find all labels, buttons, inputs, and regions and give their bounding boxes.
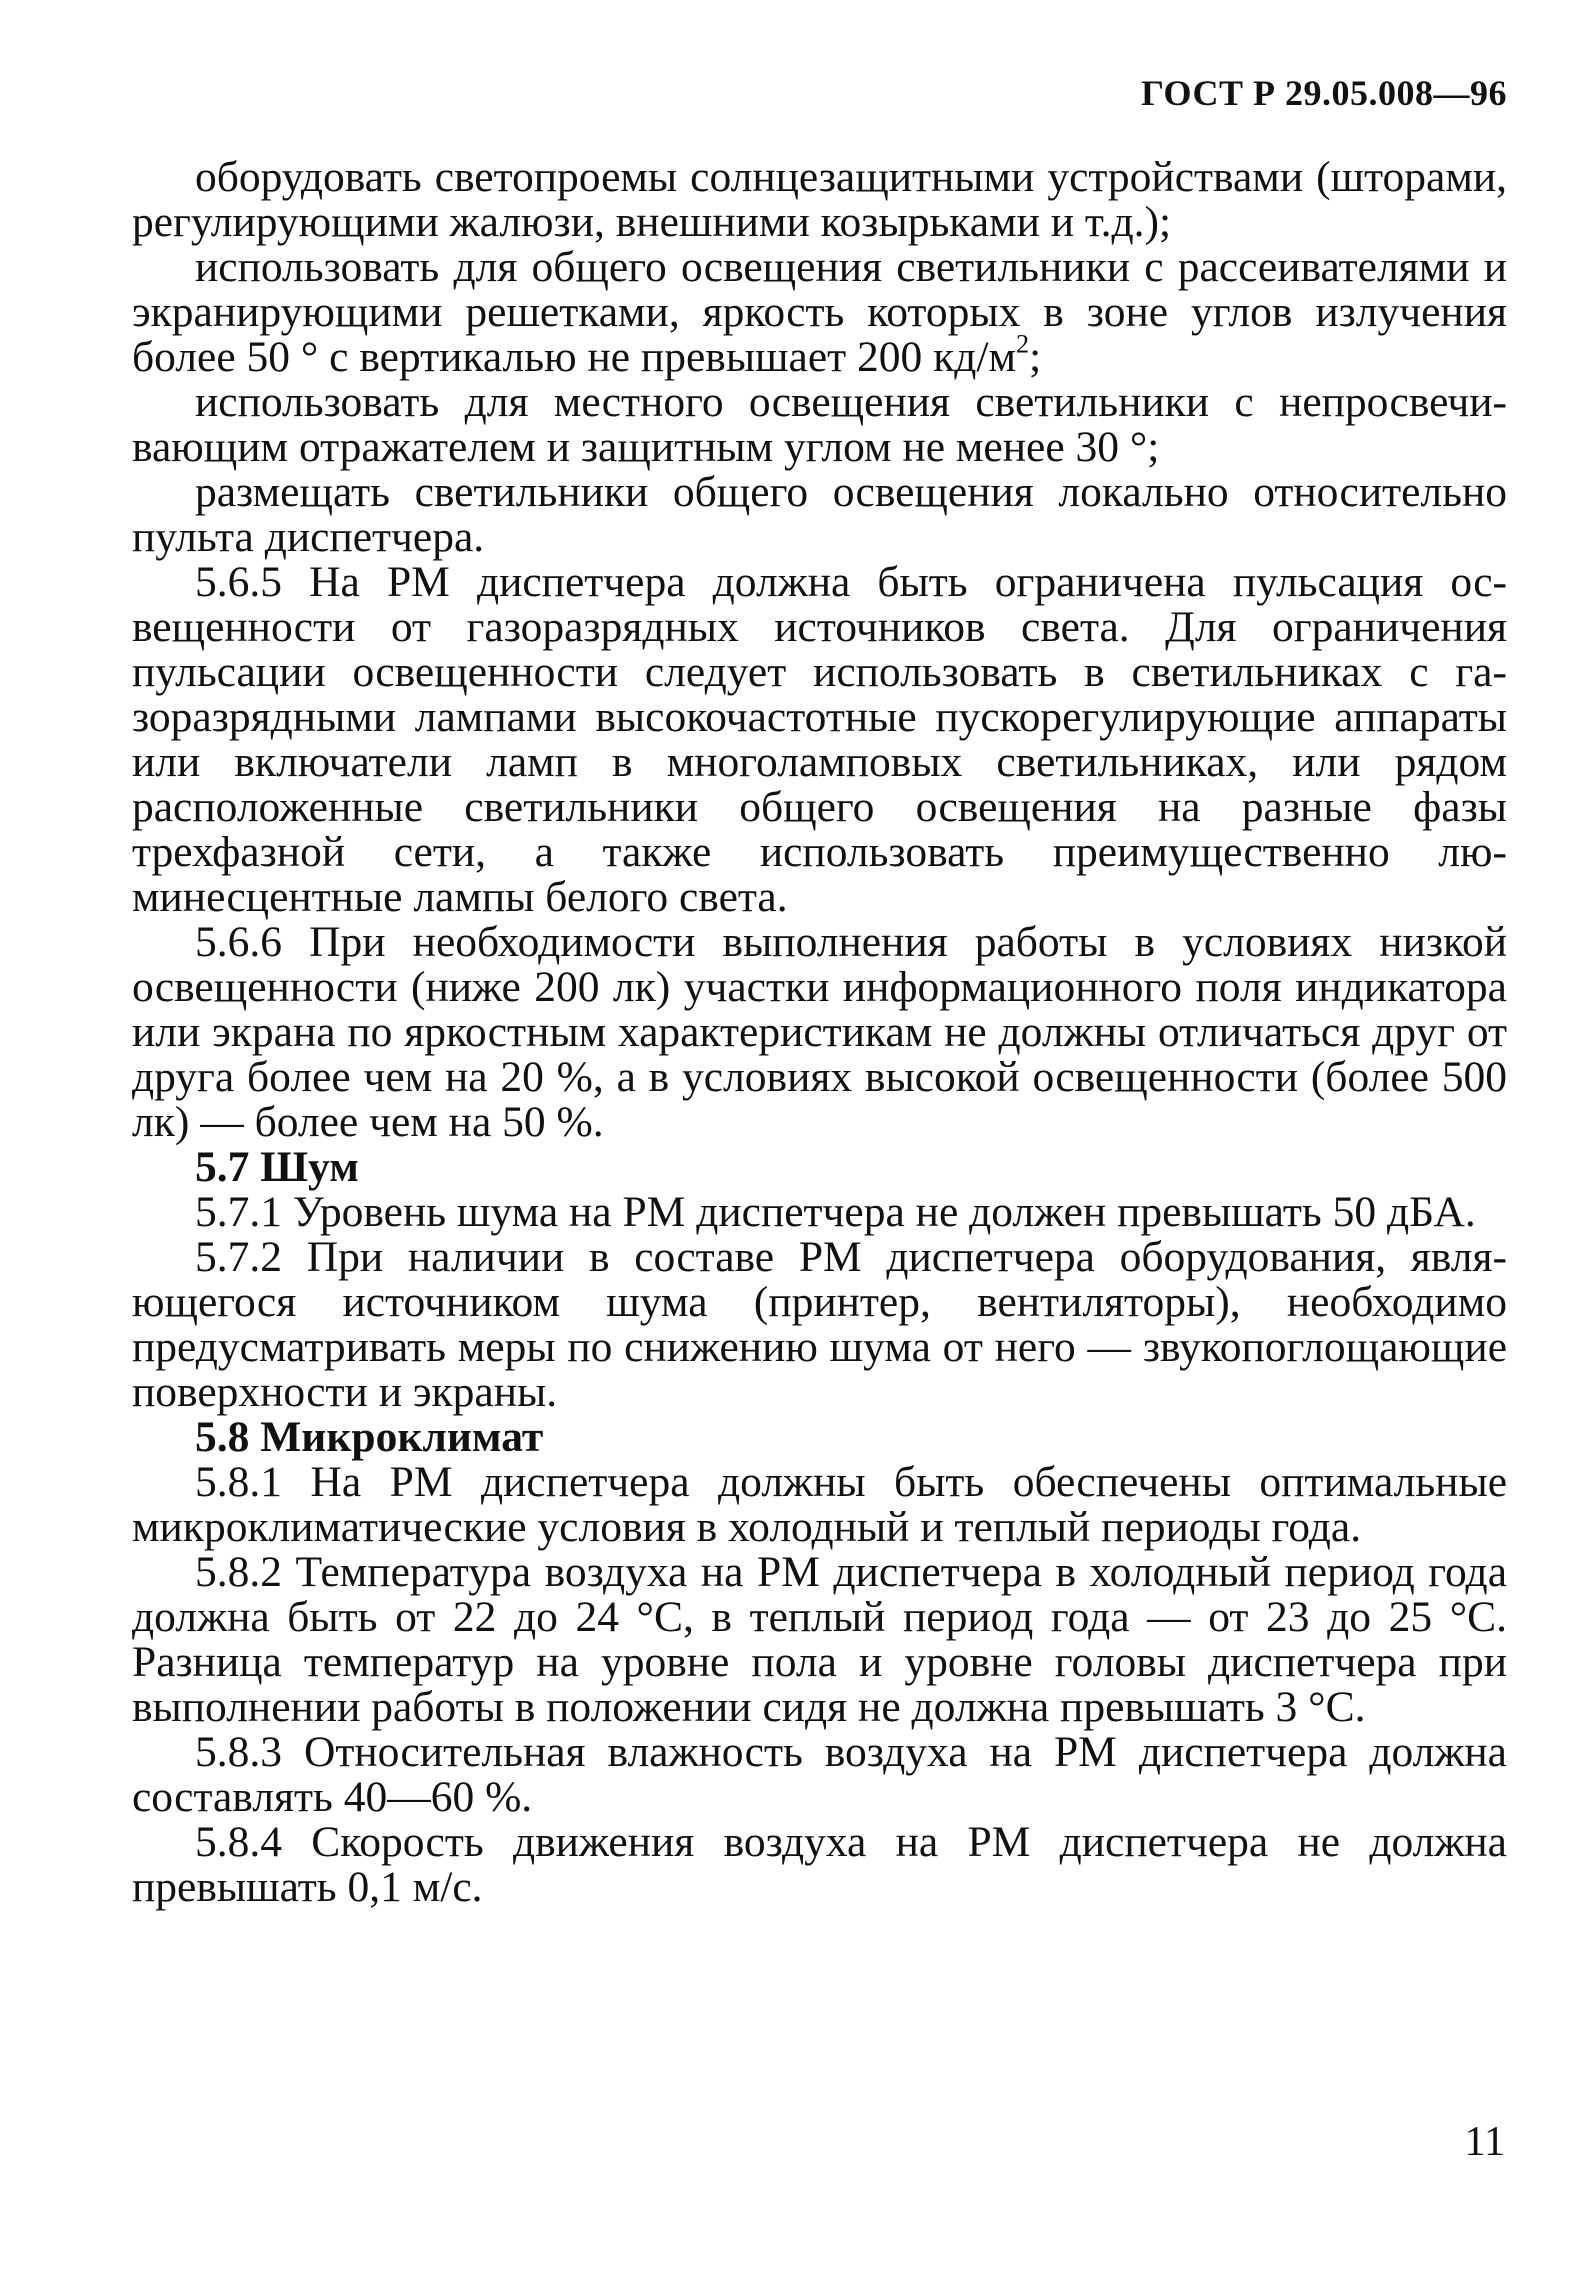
paragraph <box>132 1460 1507 1550</box>
paragraph <box>132 1730 1507 1820</box>
paragraph-text: использовать для общего освещения светильники с рассеивателями и экранирующими решетками, яркость которых в зоне углов излучения более 50 ° с вертикалью не превышает 200 кд/м <box>132 243 1507 381</box>
paragraph-text: 5.7.1 Уровень шума на РМ диспетчера не должен превышать 50 дБА. <box>195 1188 1476 1236</box>
paragraph <box>132 1550 1507 1730</box>
paragraph <box>132 1820 1507 1910</box>
paragraph-text: 5.8.2 Температура воздуха на РМ диспетчера в холодный период года должна быть от 22 до 24 °С, в теплый период года — от 23 до 25 °С. Разница температур на уровне пола и уровне головы диспетчера при выполнении работы в положении сидя не должна превышать 3 °С. <box>132 1548 1507 1731</box>
paragraph-text: 5.7.2 При наличии в составе РМ диспетчера оборудования, являющегося источником шума (принтер, вентиляторы), необходимо предусматривать меры по снижению шума от него — звукопоглощающие поверхности и экраны. <box>132 1233 1507 1416</box>
paragraph-text: размещать светильники общего освещения локально относительно пульта диспетчера. <box>132 468 1507 561</box>
paragraph-text: использовать для местного освещения светильники с непросвечивающим отражателем и защитным углом не менее 30 °; <box>132 378 1507 471</box>
page-number: 11 <box>1464 2119 1505 2165</box>
paragraph <box>132 245 1507 380</box>
paragraph <box>132 1235 1507 1415</box>
body-text <box>132 155 1507 1910</box>
paragraph <box>132 470 1507 560</box>
paragraph <box>132 920 1507 1145</box>
paragraph-text: 5.7 Шум <box>195 1143 359 1191</box>
paragraph <box>132 155 1507 245</box>
paragraph-text: 5.8.1 На РМ диспетчера должны быть обеспечены оптимальные микроклиматические условия в холодный и теплый периоды года. <box>132 1458 1507 1551</box>
paragraph-text: 5.6.5 На РМ диспетчера должна быть ограничена пульсация освещенности от газоразрядных источников света. Для ограничения пульсации освещенности следует использовать в светильниках с газоразрядными лампами высокочастотные пускорегулирующие аппараты или включатели ламп в многоламповых светильниках, или рядом расположенные светильники общего освещения на разные фазы трехфазной сети, а также использовать преимущественно люминесцентные лампы белого света. <box>132 558 1507 921</box>
paragraph-tail: ; <box>1029 333 1042 381</box>
paragraph-text: 5.6.6 При необходимости выполнения работы в условиях низкой освещенности (ниже 200 лк) участки информационного поля индикатора или экрана по яркостным характеристикам не должны отличаться друг от друга более чем на 20 %, а в условиях высокой освещенности (более 500 лк) — более чем на 50 %. <box>132 918 1507 1146</box>
paragraph <box>132 560 1507 920</box>
paragraph <box>132 380 1507 470</box>
paragraph-text: 5.8.3 Относительная влажность воздуха на РМ диспетчера должна составлять 40—60 %. <box>132 1728 1507 1821</box>
section-heading <box>132 1145 1507 1190</box>
document-header-code: ГОСТ Р 29.05.008—96 <box>1141 73 1507 113</box>
superscript: 2 <box>1016 329 1030 359</box>
section-heading <box>132 1415 1507 1460</box>
paragraph-text: 5.8 Микроклимат <box>195 1413 544 1461</box>
paragraph-text: 5.8.4 Скорость движения воздуха на РМ диспетчера не должна превышать 0,1 м/с. <box>132 1818 1507 1911</box>
paragraph-text: оборудовать светопроемы солнцезащитными устройствами (шторами, регулирующими жалюзи, внешними козырьками и т.д.); <box>132 153 1507 246</box>
paragraph <box>132 1190 1507 1235</box>
